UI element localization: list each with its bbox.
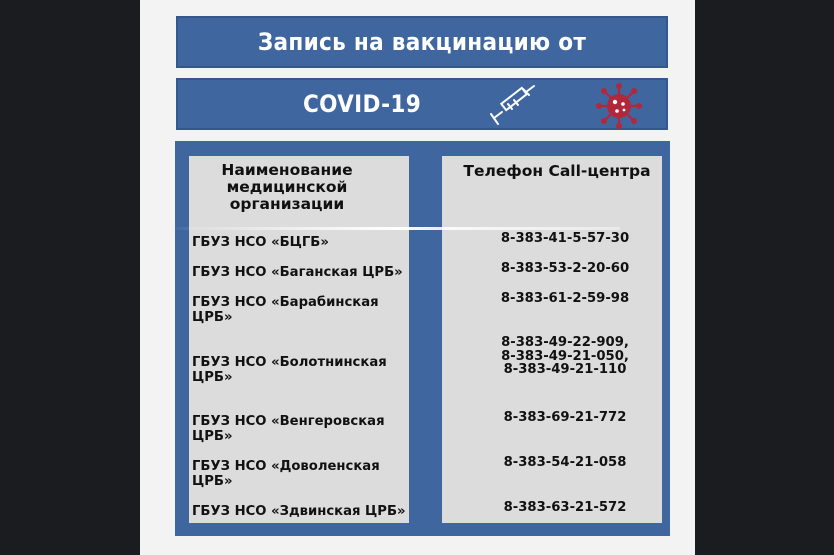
- header-divider: [170, 227, 620, 230]
- org-name: ГБУЗ НСО «Баганская ЦРБ»: [192, 265, 403, 280]
- org-name: ГБУЗ НСО «БЦГБ»: [192, 235, 329, 250]
- title-banner: [176, 16, 668, 68]
- org-name: ГБУЗ НСО «Здвинская ЦРБ»: [192, 504, 406, 519]
- poster: [140, 0, 695, 555]
- subtitle-banner: [176, 78, 668, 130]
- phone-number: 8-383-69-21-772: [503, 410, 627, 425]
- phone-number: 8-383-53-2-20-60: [500, 261, 630, 276]
- phone-number: 8-383-63-21-572: [503, 500, 627, 515]
- org-column-header: Наименование медицинской организации: [221, 161, 353, 213]
- phone-number: 8-383-61-2-59-98: [500, 291, 630, 306]
- phone-number: 8-383-49-22-909, 8-383-49-21-050, 8-383-49-21-110: [501, 335, 629, 377]
- org-name: ГБУЗ НСО «Венгеровская ЦРБ»: [192, 414, 385, 444]
- org-name: ГБУЗ НСО «Барабинская ЦРБ»: [192, 295, 379, 325]
- org-name: ГБУЗ НСО «Болотнинская ЦРБ»: [192, 355, 387, 385]
- title-line-2: COVID-19: [302, 90, 422, 118]
- org-name: ГБУЗ НСО «Доволенская ЦРБ»: [192, 459, 380, 489]
- virus-icon: [596, 83, 642, 129]
- phone-number: 8-383-54-21-058: [503, 455, 627, 470]
- phone-column-header: Телефон Call-центра: [463, 162, 651, 180]
- title-line-1: Запись на вакцинацию от: [257, 28, 587, 56]
- syringe-icon: [488, 84, 536, 128]
- phone-number: 8-383-41-5-57-30: [500, 231, 630, 246]
